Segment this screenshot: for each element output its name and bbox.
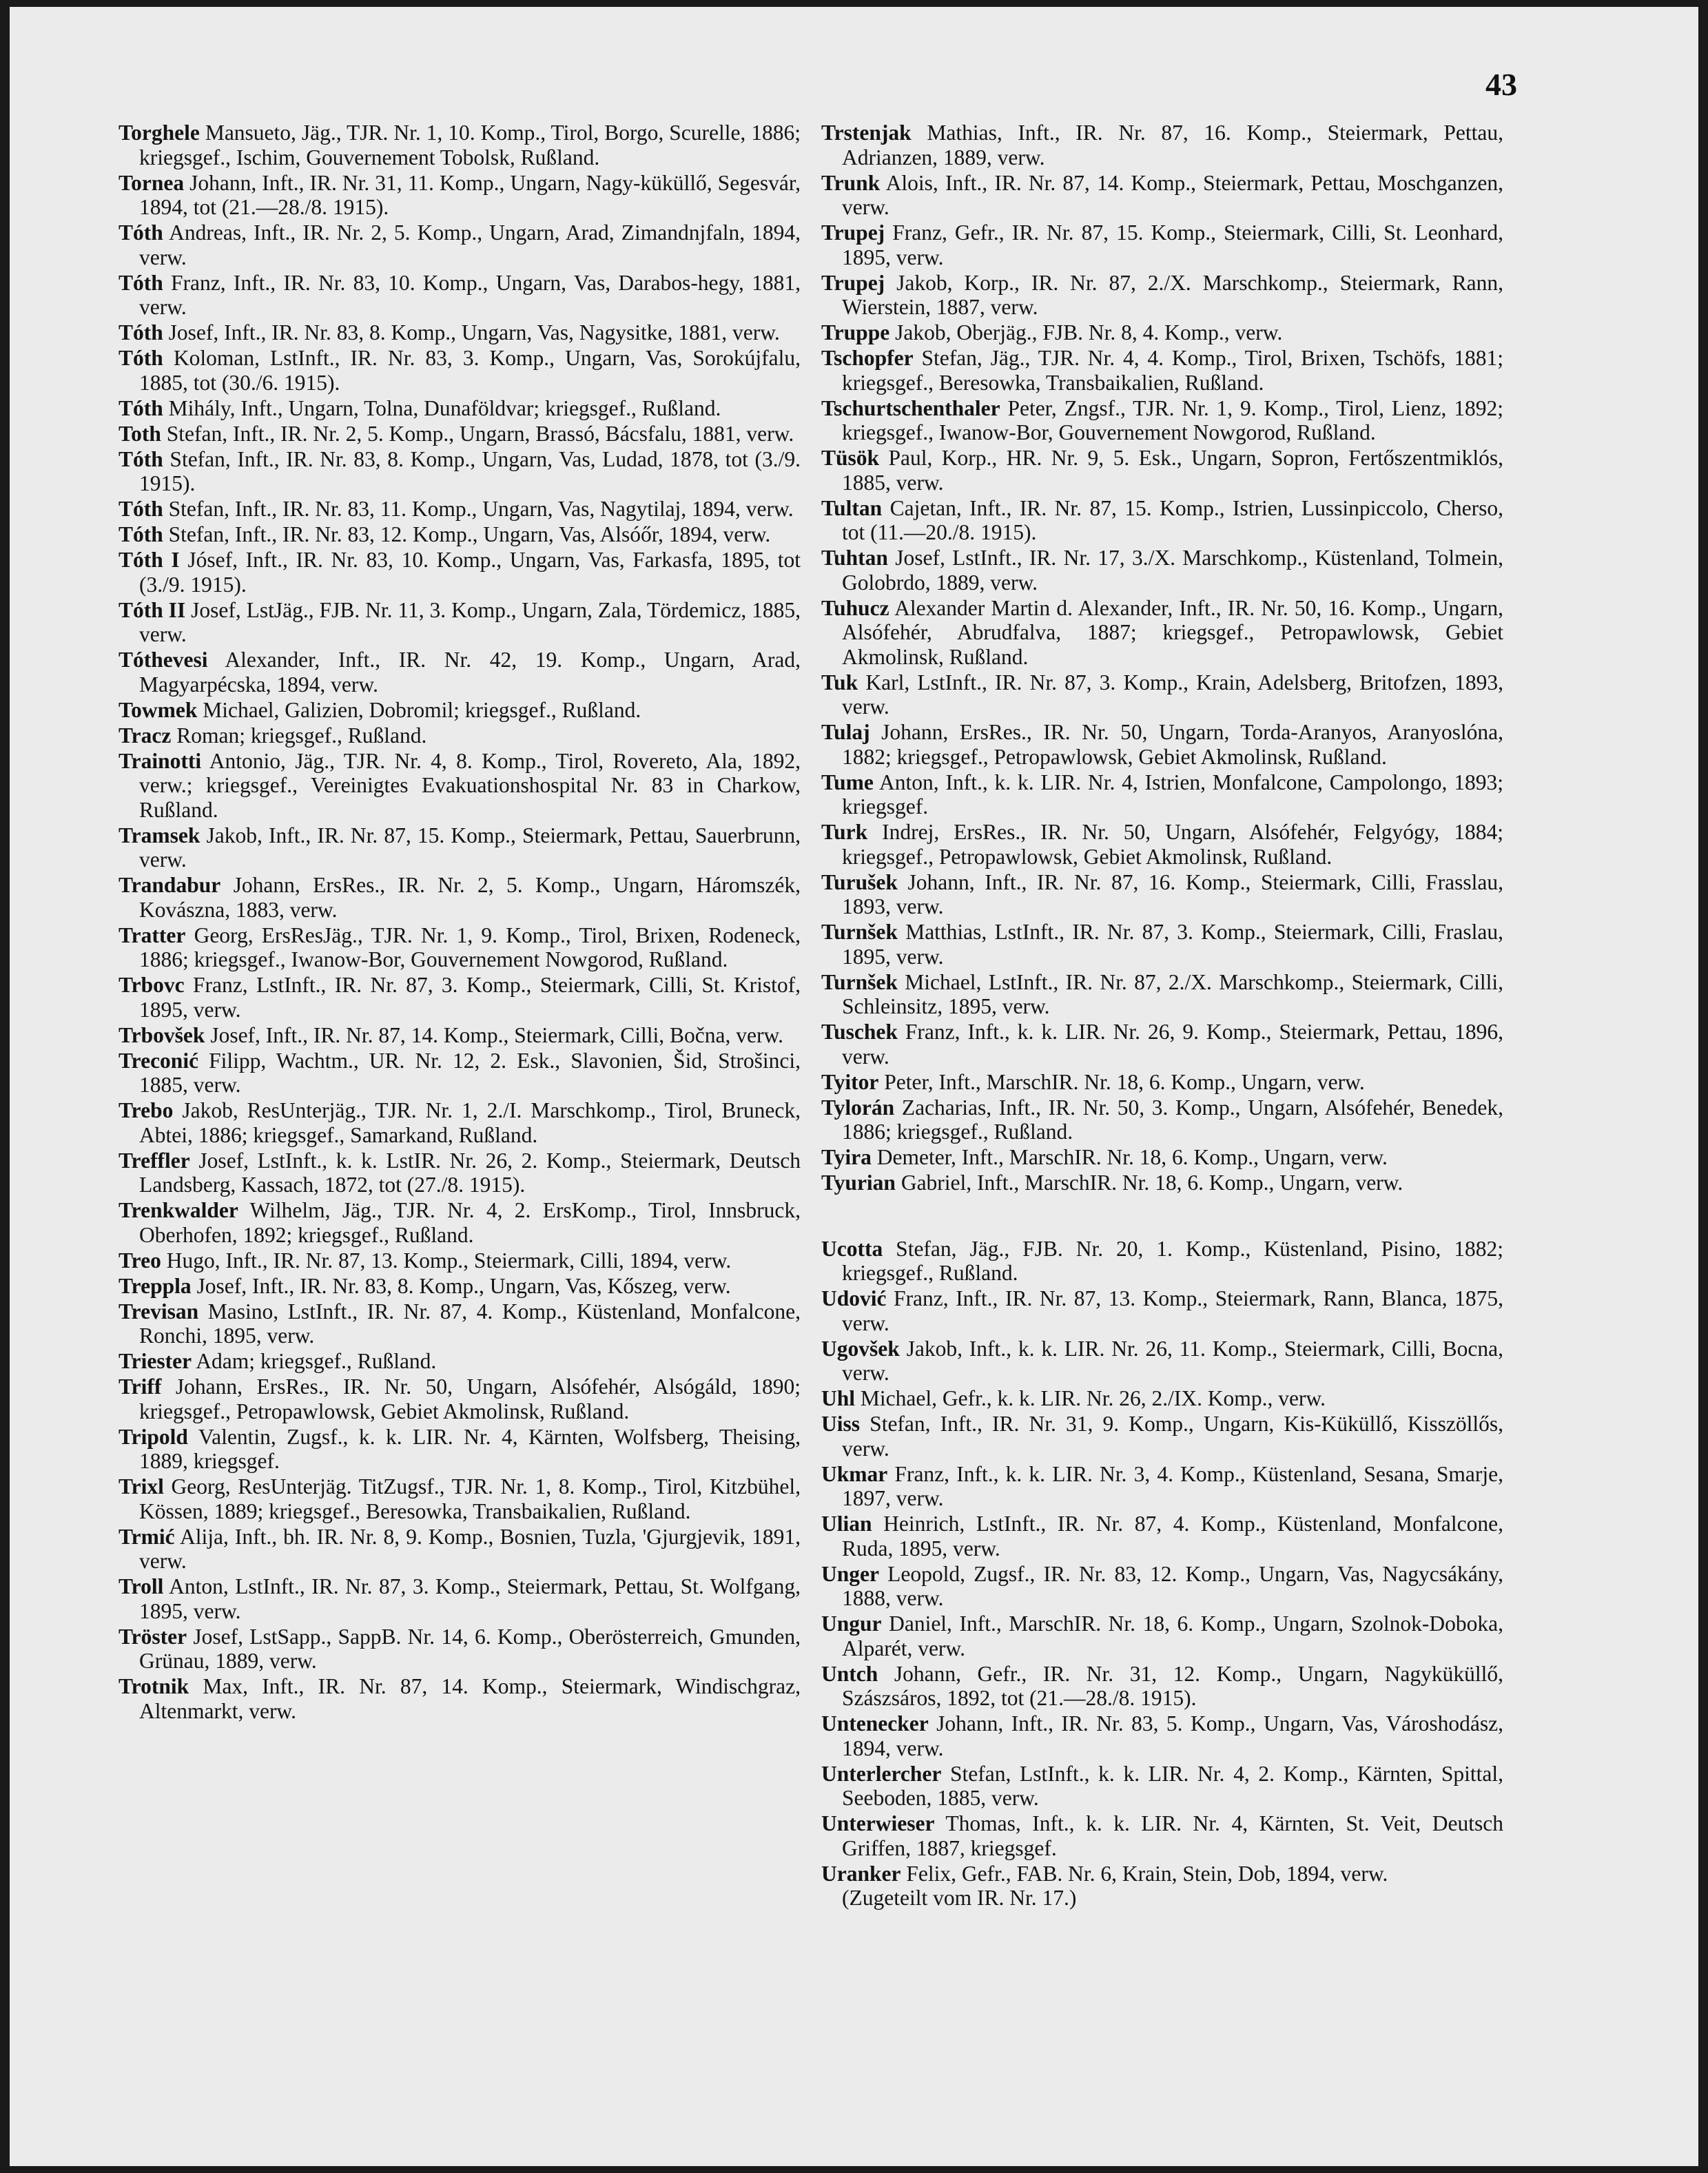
entry-surname: Turnšek <box>821 920 898 944</box>
list-entry <box>821 1512 1503 1561</box>
entry-surname: Tultan <box>821 495 883 520</box>
entry-surname: Uiss <box>821 1412 861 1436</box>
entry-details: Alija, Inft., bh. IR. Nr. 8, 9. Komp., Bosnien, Tuzla, 'Gjurgjevik, 1891, verw. <box>139 1524 801 1573</box>
list-entry <box>821 1237 1503 1286</box>
entry-surname: Ucotta <box>821 1236 883 1261</box>
entry-surname: Tóth <box>119 270 163 295</box>
entry-surname: Unterlercher <box>821 1761 942 1786</box>
entry-details: Michael, Gefr., k. k. LIR. Nr. 26, 2./IX. Komp., verw. <box>860 1386 1326 1410</box>
list-entry <box>119 548 801 597</box>
entry-surname: Tracz <box>119 723 172 748</box>
list-entry <box>119 1149 801 1197</box>
entry-details: Georg, ResUnterjäg. TitZugsf., TJR. Nr. 1, 8. Komp., Tirol, Kitzbühel, Kössen, 1889; kriegsgef., Beresowka, Transbaikalien, Rußland. <box>139 1474 801 1523</box>
entry-details: Cajetan, Inft., IR. Nr. 87, 15. Komp., Istrien, Lussinpiccolo, Cherso, tot (11.—20./8. 1915). <box>842 495 1503 544</box>
entry-surname: Udović <box>821 1286 887 1310</box>
entry-surname: Tóth <box>119 346 163 370</box>
list-entry <box>119 1374 801 1423</box>
entry-details: Zacharias, Inft., IR. Nr. 50, 3. Komp., Ungarn, Alsófehér, Benedek, 1886; kriegsgef., Rußland. <box>842 1095 1503 1144</box>
list-entry <box>119 271 801 320</box>
list-entry <box>119 522 801 547</box>
entry-details: Matthias, LstInft., IR. Nr. 87, 3. Komp., Steiermark, Cilli, Fraslau, 1895, verw. <box>842 920 1504 969</box>
list-entry <box>821 1145 1503 1170</box>
entry-details: Max, Inft., IR. Nr. 87, 14. Komp., Steiermark, Windischgraz, Altenmarkt, verw. <box>139 1674 801 1723</box>
entry-details: Jakob, Korp., IR. Nr. 87, 2./X. Marschkomp., Steiermark, Rann, Wierstein, 1887, verw. <box>842 270 1503 319</box>
entry-details: Indrej, ErsRes., IR. Nr. 50, Ungarn, Alsófehér, Felgyógy, 1884; kriegsgef., Petropawlowsk, Gebiet Akmolinsk, Rußland. <box>842 820 1503 869</box>
entry-surname: Tyitor <box>821 1069 879 1094</box>
list-entry <box>119 1274 801 1299</box>
entry-details: Jakob, Oberjäg., FJB. Nr. 8, 4. Komp., verw. <box>895 320 1283 344</box>
entry-surname: Trupej <box>821 220 885 245</box>
list-entry <box>821 970 1503 1019</box>
entry-details: Mihály, Inft., Ungarn, Tolna, Dunaföldvar; kriegsgef., Rußland. <box>168 395 721 420</box>
entry-details: Antonio, Jäg., TJR. Nr. 4, 8. Komp., Tirol, Rovereto, Ala, 1892, verw.; kriegsgef., Vereinigtes Evakuationshospital Nr. 83 in Charkow, Rußland. <box>139 748 801 822</box>
list-entry <box>821 1562 1503 1611</box>
page-number: 43 <box>1485 67 1517 102</box>
list-entry <box>119 447 801 496</box>
list-entry <box>821 596 1503 670</box>
entry-surname: Tyira <box>821 1145 872 1169</box>
entry-details: Peter, Inft., MarschIR. Nr. 18, 6. Komp., Ungarn, verw. <box>884 1069 1365 1094</box>
entry-details: Jakob, Inft., k. k. LIR. Nr. 26, 11. Komp., Steiermark, Cilli, Bocna, verw. <box>842 1336 1504 1385</box>
entry-surname: Unterwieser <box>821 1811 935 1835</box>
entry-details: Paul, Korp., HR. Nr. 9, 5. Esk., Ungarn, Sopron, Fertőszentmiklós, 1885, verw. <box>842 446 1503 495</box>
list-entry <box>119 346 801 395</box>
entry-surname: Triff <box>119 1374 162 1399</box>
entry-surname: Turnšek <box>821 969 898 994</box>
entry-details: Johann, Inft., IR. Nr. 87, 16. Komp., Steiermark, Cilli, Frasslau, 1893, verw. <box>842 869 1503 918</box>
list-entry <box>821 920 1503 969</box>
entry-surname: Trbovc <box>119 973 185 997</box>
entry-details: Alexander Martin d. Alexander, Inft., IR. Nr. 50, 16. Komp., Ungarn, Alsófehér, Abrudfalva, 1887; kriegsgef., Petropawlowsk, Gebiet Akmolinsk, Rußland. <box>842 595 1503 669</box>
entry-details: Anton, Inft., k. k. LIR. Nr. 4, Istrien, Monfalcone, Campolongo, 1893; kriegsgef. <box>842 770 1504 818</box>
entry-surname: Treconić <box>119 1048 199 1073</box>
entry-details: Koloman, LstInft., IR. Nr. 83, 3. Komp., Ungarn, Vas, Sorokújfalu, 1885, tot (30./6. 1915). <box>139 346 801 395</box>
entry-surname: Tóth I <box>119 548 180 572</box>
entry-details: Josef, LstJäg., FJB. Nr. 11, 3. Komp., Ungarn, Zala, Tördemicz, 1885, verw. <box>139 597 801 646</box>
entry-surname: Trotnik <box>119 1674 189 1698</box>
entry-details: Jakob, ResUnterjäg., TJR. Nr. 1, 2./I. Marschkomp., Tirol, Bruneck, Abtei, 1886; kriegsgef., Samarkand, Rußland. <box>139 1098 801 1147</box>
entry-surname: Triester <box>119 1349 192 1373</box>
entry-details: Michael, LstInft., IR. Nr. 87, 2./X. Marschkomp., Steiermark, Cilli, Schleinsitz, 1895, verw. <box>842 969 1504 1018</box>
entry-surname: Untch <box>821 1661 878 1686</box>
entry-details: Alexander, Inft., IR. Nr. 42, 19. Komp., Ungarn, Arad, Magyarpécska, 1894, verw. <box>139 648 801 697</box>
list-entry <box>821 820 1503 869</box>
entry-details: Valentin, Zugsf., k. k. LIR. Nr. 4, Kärnten, Wolfsberg, Theising, 1889, kriegsgef. <box>139 1424 801 1473</box>
list-entry <box>119 220 801 269</box>
entry-details: Peter, Zngsf., TJR. Nr. 1, 9. Komp., Tirol, Lienz, 1892; kriegsgef., Iwanow-Bor, Gouvernement Nowgorod, Rußland. <box>842 395 1503 444</box>
entry-surname: Tratter <box>119 923 186 947</box>
entry-surname: Tóth <box>119 320 163 344</box>
entry-details: Josef, LstSapp., SappB. Nr. 14, 6. Komp., Oberösterreich, Gmunden, Grünau, 1889, verw. <box>139 1624 801 1673</box>
entry-surname: Toth <box>119 421 161 446</box>
entry-surname: Trandabur <box>119 873 221 897</box>
entry-surname: Trstenjak <box>821 121 912 145</box>
list-entry <box>119 1474 801 1523</box>
list-entry <box>119 749 801 823</box>
list-entry <box>119 1299 801 1348</box>
entry-details: Franz, Inft., IR. Nr. 83, 10. Komp., Ungarn, Vas, Darabos-hegy, 1881, verw. <box>139 270 801 319</box>
list-entry <box>119 171 801 220</box>
list-entry <box>119 723 801 748</box>
entry-surname: Trupej <box>821 270 885 295</box>
entry-surname: Tschurtschenthaler <box>821 395 1000 420</box>
list-entry <box>821 1095 1503 1144</box>
entry-details: Thomas, Inft., k. k. LIR. Nr. 4, Kärnten, St. Veit, Deutsch Griffen, 1887, kriegsgef. <box>842 1811 1504 1860</box>
list-entry <box>821 1611 1503 1660</box>
list-entry <box>821 1020 1503 1069</box>
entry-details: Franz, Inft., k. k. LIR. Nr. 26, 9. Komp., Steiermark, Pettau, 1896, verw. <box>842 1020 1503 1069</box>
entry-details: Anton, LstInft., IR. Nr. 87, 3. Komp., Steiermark, Pettau, St. Wolfgang, 1895, verw. <box>139 1574 801 1623</box>
entry-details: Andreas, Inft., IR. Nr. 2, 5. Komp., Ungarn, Arad, Zimandnjfaln, 1894, verw. <box>139 220 801 269</box>
entry-details: Josef, LstInft., k. k. LstIR. Nr. 26, 2. Komp., Steiermark, Deutsch Landsberg, Kassach, 1872, tot (27./8. 1915). <box>139 1148 801 1197</box>
document-page <box>10 7 1698 2166</box>
list-entry <box>821 1070 1503 1095</box>
right-column <box>821 121 1503 1911</box>
entry-details: Jakob, Inft., IR. Nr. 87, 15. Komp., Steiermark, Pettau, Sauerbrunn, verw. <box>139 823 801 872</box>
right-column-t-entries <box>821 121 1503 1195</box>
list-entry <box>821 320 1503 345</box>
list-entry <box>821 770 1503 819</box>
list-entry <box>821 720 1503 769</box>
entry-surname: Uranker <box>821 1861 901 1886</box>
entry-surname: Tóthevesi <box>119 648 208 672</box>
entry-surname: Uhl <box>821 1386 856 1410</box>
entry-surname: Ulian <box>821 1512 872 1536</box>
entry-surname: Tuhucz <box>821 595 889 620</box>
entry-surname: Trenkwalder <box>119 1198 238 1222</box>
entry-surname: Truppe <box>821 320 890 344</box>
list-entry <box>119 1248 801 1273</box>
list-entry <box>821 1337 1503 1386</box>
list-entry <box>821 1762 1503 1811</box>
entry-surname: Towmek <box>119 697 198 722</box>
list-entry <box>119 1625 801 1673</box>
left-column <box>119 121 801 1724</box>
list-entry <box>119 320 801 345</box>
list-entry <box>821 171 1503 220</box>
entry-details: Stefan, LstInft., k. k. LIR. Nr. 4, 2. Komp., Kärnten, Spittal, Seeboden, 1885, verw. <box>842 1761 1503 1810</box>
list-entry <box>821 1286 1503 1335</box>
entry-surname: Tulaj <box>821 720 870 744</box>
entry-details: Johann, ErsRes., IR. Nr. 2, 5. Komp., Ungarn, Háromszék, Kovászna, 1883, verw. <box>139 873 801 922</box>
entry-details: Michael, Galizien, Dobromil; kriegsgef., Rußland. <box>203 697 641 722</box>
list-entry <box>821 1462 1503 1511</box>
entry-surname: Trevisan <box>119 1299 199 1324</box>
entry-details: Georg, ErsResJäg., TJR. Nr. 1, 9. Komp., Tirol, Brixen, Rodeneck, 1886; kriegsgef., Iwanow-Bor, Gouvernement Nowgorod, Rußland. <box>139 923 801 971</box>
entry-details: Stefan, Jäg., FJB. Nr. 20, 1. Komp., Küstenland, Pisino, 1882; kriegsgef., Rußland. <box>842 1236 1504 1285</box>
entry-surname: Treo <box>119 1248 161 1273</box>
list-entry <box>821 670 1503 719</box>
entry-note: (Zugeteilt vom IR. Nr. 17.) <box>842 1886 1077 1910</box>
entry-surname: Trebo <box>119 1098 174 1122</box>
entry-details: Johann, ErsRes., IR. Nr. 50, Ungarn, Torda-Aranyos, Aranyoslóna, 1882; kriegsgef., Petropawlowsk, Gebiet Akmolinsk, Rußland. <box>842 720 1504 769</box>
list-entry <box>119 648 801 697</box>
entry-surname: Tóth II <box>119 597 186 622</box>
list-entry <box>119 121 801 169</box>
entry-details: Josef, LstInft., IR. Nr. 17, 3./X. Marschkomp., Küstenland, Tolmein, Golobrdo, 1889, verw. <box>842 546 1504 595</box>
entry-surname: Tylorán <box>821 1095 895 1120</box>
entry-surname: Tüsök <box>821 446 880 470</box>
entry-details: Franz, Gefr., IR. Nr. 87, 15. Komp., Steiermark, Cilli, St. Leonhard, 1895, verw. <box>842 220 1503 269</box>
list-entry <box>119 422 801 446</box>
list-entry <box>821 220 1503 269</box>
entry-surname: Tschopfer <box>821 346 914 370</box>
entry-surname: Tuschek <box>821 1020 898 1044</box>
entry-details: Hugo, Inft., IR. Nr. 87, 13. Komp., Steiermark, Cilli, 1894, verw. <box>166 1248 732 1273</box>
list-entry <box>821 346 1503 395</box>
list-entry <box>821 1662 1503 1711</box>
list-entry <box>821 496 1503 545</box>
list-entry <box>119 1574 801 1623</box>
entry-surname: Tröster <box>119 1624 187 1649</box>
entry-details: Franz, LstInft., IR. Nr. 87, 3. Komp., Steiermark, Cilli, St. Kristof, 1895, verw. <box>139 973 801 1022</box>
entry-details: Alois, Inft., IR. Nr. 87, 14. Komp., Steiermark, Pettau, Moschganzen, verw. <box>842 170 1503 219</box>
entry-details: Heinrich, LstInft., IR. Nr. 87, 4. Komp., Küstenland, Monfalcone, Ruda, 1895, verw. <box>842 1512 1504 1561</box>
entry-details: Johann, Gefr., IR. Nr. 31, 12. Komp., Ungarn, Nagyküküllő, Szászsáros, 1892, tot (21.—28./8. 1915). <box>842 1661 1503 1710</box>
list-entry <box>119 1674 801 1723</box>
entry-surname: Tume <box>821 770 874 794</box>
entry-details: Stefan, Inft., IR. Nr. 83, 12. Komp., Ungarn, Vas, Alsóőr, 1894, verw. <box>168 522 771 546</box>
entry-surname: Trunk <box>821 170 881 195</box>
list-entry <box>821 1862 1503 1911</box>
entry-details: Mansueto, Jäg., TJR. Nr. 1, 10. Komp., Tirol, Borgo, Scurelle, 1886; kriegsgef., Ischim, Gouvernement Tobolsk, Rußland. <box>139 121 801 169</box>
list-entry <box>119 873 801 922</box>
entry-details: Stefan, Jäg., TJR. Nr. 4, 4. Komp., Tirol, Brixen, Tschöfs, 1881; kriegsgef., Beresowka, Transbaikalien, Rußland. <box>842 346 1503 395</box>
entry-surname: Ungur <box>821 1611 882 1636</box>
entry-surname: Treffler <box>119 1148 190 1173</box>
entry-details: Stefan, Inft., IR. Nr. 83, 8. Komp., Ungarn, Vas, Ludad, 1878, tot (3./9. 1915). <box>139 446 801 495</box>
entry-details: Felix, Gefr., FAB. Nr. 6, Krain, Stein, Dob, 1894, verw. <box>906 1861 1388 1886</box>
entry-details: Wilhelm, Jäg., TJR. Nr. 4, 2. ErsKomp., Tirol, Innsbruck, Oberhofen, 1892; kriegsgef., Rußland. <box>139 1198 801 1247</box>
list-entry <box>119 698 801 723</box>
entry-surname: Tuk <box>821 670 858 694</box>
list-entry <box>119 1049 801 1098</box>
entry-details: Leopold, Zugsf., IR. Nr. 83, 12. Komp., Ungarn, Vas, Nagycsákány, 1888, verw. <box>842 1561 1504 1610</box>
list-entry <box>821 1386 1503 1411</box>
entry-surname: Tripold <box>119 1424 188 1449</box>
entry-surname: Tramsek <box>119 823 200 847</box>
list-entry <box>119 497 801 522</box>
entry-details: Filipp, Wachtm., UR. Nr. 12, 2. Esk., Slavonien, Šid, Strošinci, 1885, verw. <box>139 1048 801 1097</box>
list-entry <box>119 823 801 872</box>
entry-surname: Trbovšek <box>119 1022 205 1047</box>
list-entry <box>821 1811 1503 1860</box>
entry-surname: Tóth <box>119 446 163 471</box>
entry-details: Johann, ErsRes., IR. Nr. 50, Ungarn, Alsófehér, Alsógáld, 1890; kriegsgef., Petropawlowsk, Gebiet Akmolinsk, Rußland. <box>139 1374 801 1423</box>
list-entry <box>821 271 1503 320</box>
entry-details: Stefan, Inft., IR. Nr. 83, 11. Komp., Ungarn, Vas, Nagytilaj, 1894, verw. <box>168 497 794 521</box>
list-entry <box>821 446 1503 495</box>
entry-details: Adam; kriegsgef., Rußland. <box>196 1349 437 1373</box>
entry-details: Demeter, Inft., MarschIR. Nr. 18, 6. Komp., Ungarn, verw. <box>876 1145 1388 1169</box>
entry-details: Jósef, Inft., IR. Nr. 83, 10. Komp., Ungarn, Vas, Farkasfa, 1895, tot (3./9. 1915). <box>139 548 801 597</box>
entry-details: Gabriel, Inft., MarschIR. Nr. 18, 6. Komp., Ungarn, verw. <box>901 1171 1403 1195</box>
right-column-u-entries <box>821 1237 1503 1911</box>
list-entry <box>119 923 801 972</box>
entry-surname: Tóth <box>119 497 163 521</box>
entry-surname: Ugovšek <box>821 1336 900 1361</box>
entry-details: Stefan, Inft., IR. Nr. 2, 5. Komp., Ungarn, Brassó, Bácsfalu, 1881, verw. <box>166 421 794 446</box>
list-entry <box>119 1098 801 1147</box>
list-entry <box>821 1711 1503 1760</box>
entry-details: Roman; kriegsgef., Rußland. <box>176 723 427 748</box>
entry-details: Mathias, Inft., IR. Nr. 87, 16. Komp., Steiermark, Pettau, Adrianzen, 1889, verw. <box>842 121 1503 169</box>
entry-surname: Trmić <box>119 1524 175 1549</box>
list-entry <box>119 973 801 1022</box>
entry-surname: Tornea <box>119 170 185 195</box>
entry-surname: Treppla <box>119 1273 192 1298</box>
entry-details: Masino, LstInft., IR. Nr. 87, 4. Komp., Küstenland, Monfalcone, Ronchi, 1895, verw. <box>139 1299 801 1348</box>
list-entry <box>821 546 1503 595</box>
entry-surname: Torghele <box>119 121 200 145</box>
entry-details: Stefan, Inft., IR. Nr. 31, 9. Komp., Ungarn, Kis-Küküllő, Kisszöllős, verw. <box>842 1412 1504 1461</box>
list-entry <box>119 396 801 421</box>
entry-surname: Trixl <box>119 1474 164 1499</box>
entry-details: Franz, Inft., k. k. LIR. Nr. 3, 4. Komp., Küstenland, Sesana, Smarje, 1897, verw. <box>842 1461 1503 1510</box>
list-entry <box>119 1425 801 1474</box>
list-entry <box>119 1198 801 1247</box>
entry-surname: Unger <box>821 1561 879 1586</box>
list-entry <box>821 396 1503 445</box>
list-entry <box>821 870 1503 919</box>
entry-surname: Tyurian <box>821 1171 896 1195</box>
entry-details: Johann, Inft., IR. Nr. 83, 5. Komp., Ungarn, Vas, Városhodász, 1894, verw. <box>842 1711 1504 1760</box>
list-entry <box>119 598 801 647</box>
list-entry <box>821 121 1503 169</box>
entry-details: Josef, Inft., IR. Nr. 83, 8. Komp., Ungarn, Vas, Nagysitke, 1881, verw. <box>168 320 780 344</box>
entry-details: Daniel, Inft., MarschIR. Nr. 18, 6. Komp., Ungarn, Szolnok-Doboka, Alparét, verw. <box>842 1611 1504 1660</box>
entry-surname: Troll <box>119 1574 164 1598</box>
entry-details: Karl, LstInft., IR. Nr. 87, 3. Komp., Krain, Adelsberg, Britofzen, 1893, verw. <box>842 670 1503 719</box>
list-entry <box>119 1023 801 1048</box>
list-entry <box>119 1525 801 1574</box>
entry-surname: Trainotti <box>119 748 202 773</box>
entry-surname: Tóth <box>119 522 163 546</box>
entry-surname: Ukmar <box>821 1461 888 1486</box>
entry-surname: Untenecker <box>821 1711 929 1736</box>
entry-surname: Tóth <box>119 395 163 420</box>
entry-details: Josef, Inft., IR. Nr. 87, 14. Komp., Steiermark, Cilli, Bočna, verw. <box>210 1022 784 1047</box>
entry-surname: Tuhtan <box>821 546 888 570</box>
entry-details: Franz, Inft., IR. Nr. 87, 13. Komp., Steiermark, Rann, Blanca, 1875, verw. <box>842 1286 1503 1335</box>
list-entry <box>119 1349 801 1374</box>
list-entry <box>821 1171 1503 1195</box>
entry-details: Johann, Inft., IR. Nr. 31, 11. Komp., Ungarn, Nagy-küküllő, Segesvár, 1894, tot (21.—28./8. 1915). <box>139 170 801 219</box>
entry-surname: Turk <box>821 820 868 844</box>
entry-surname: Tóth <box>119 220 163 245</box>
entry-details: Josef, Inft., IR. Nr. 83, 8. Komp., Ungarn, Vas, Kőszeg, verw. <box>196 1273 731 1298</box>
entry-surname: Turušek <box>821 869 898 894</box>
list-entry <box>821 1412 1503 1461</box>
